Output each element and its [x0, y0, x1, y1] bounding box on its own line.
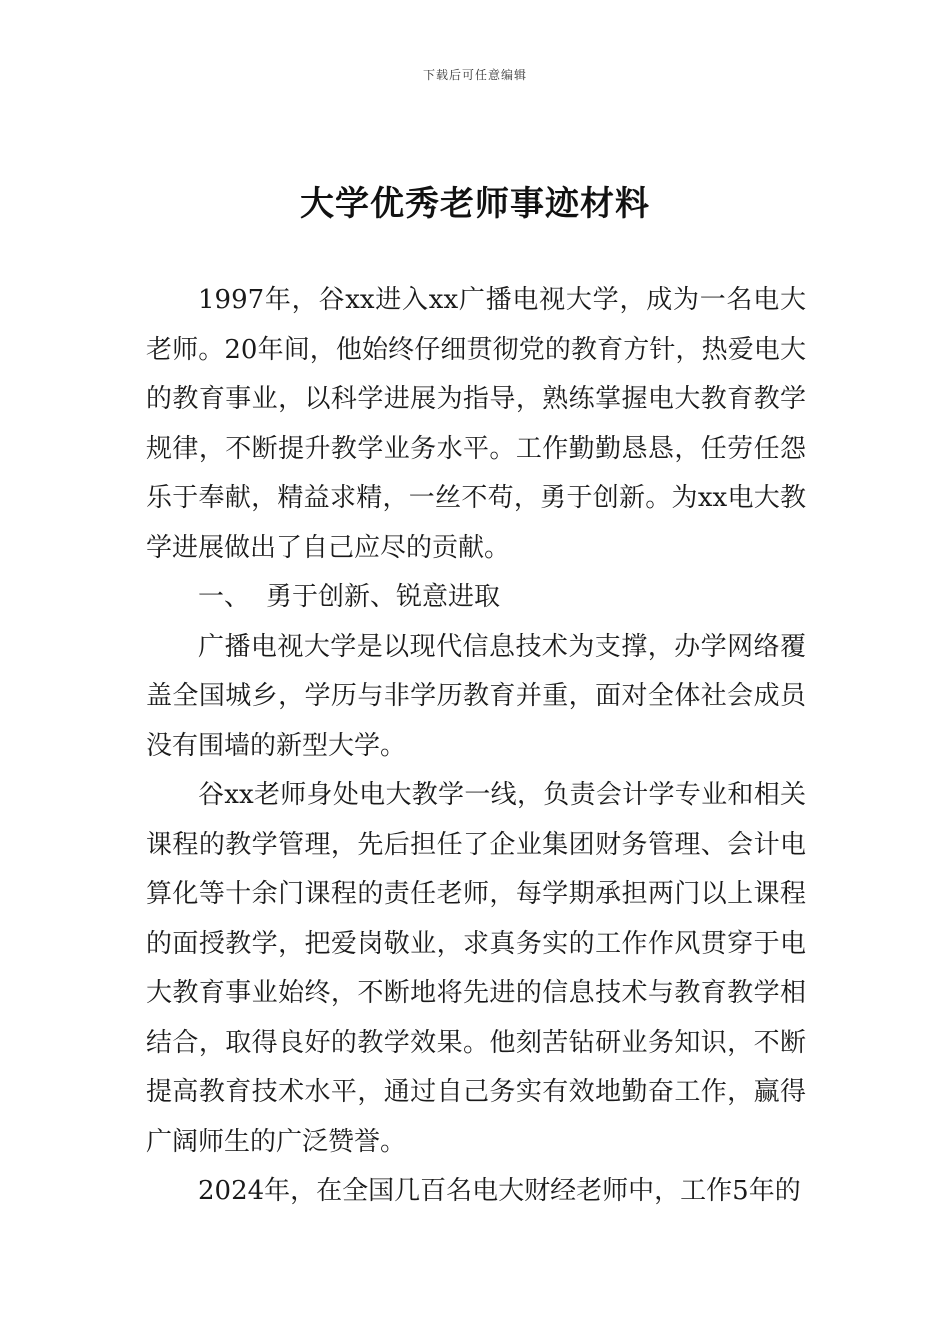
section-paragraph: 广播电视大学是以现代信息技术为支撑，办学网络覆盖全国城乡，学历与非学历教育并重，面对全体社会成员没有围墙的新型大学。 — [146, 631, 806, 761]
section-paragraph: 2024年，在全国几百名电大财经老师中，工作5年的 — [198, 1176, 801, 1206]
section-paragraph: 谷xx老师身处电大教学一线，负责会计学专业和相关课程的教学管理，先后担任了企业集团财务管理、会计电算化等十余门课程的责任老师，每学期承担两门以上课程的面授教学，把爱岗敬业，求真务实的工作作风贯穿于电大教育事业始终，不断地将先进的信息技术与教育教学相结合，取得良好的教学效果。他刻苦钻研业务知识，不断提高教育技术水平，通过自己务实有效地勤奋工作，赢得广阔师生的广泛赞誉。 — [146, 780, 806, 1157]
section-heading-number: 一、 — [198, 582, 251, 612]
document-body — [146, 276, 806, 1217]
section-heading — [146, 573, 806, 623]
document-title: 大学优秀老师事迹材料 — [300, 184, 650, 224]
header-note: 下载后可任意编辑 — [422, 68, 527, 82]
section-heading-text: 勇于创新、锐意进取 — [266, 582, 501, 612]
intro-paragraph: 1997年，谷xx进入xx广播电视大学，成为一名电大老师。20年间，他始终仔细贯彻党的教育方针，热爱电大的教育事业，以科学进展为指导，熟练掌握电大教育教学规律，不断提升教学业务水平。工作勤勤恳恳，任劳任怨乐于奉献，精益求精，一丝不苟，勇于创新。为xx电大教学进展做出了自己应尽的贡献。 — [146, 285, 806, 563]
